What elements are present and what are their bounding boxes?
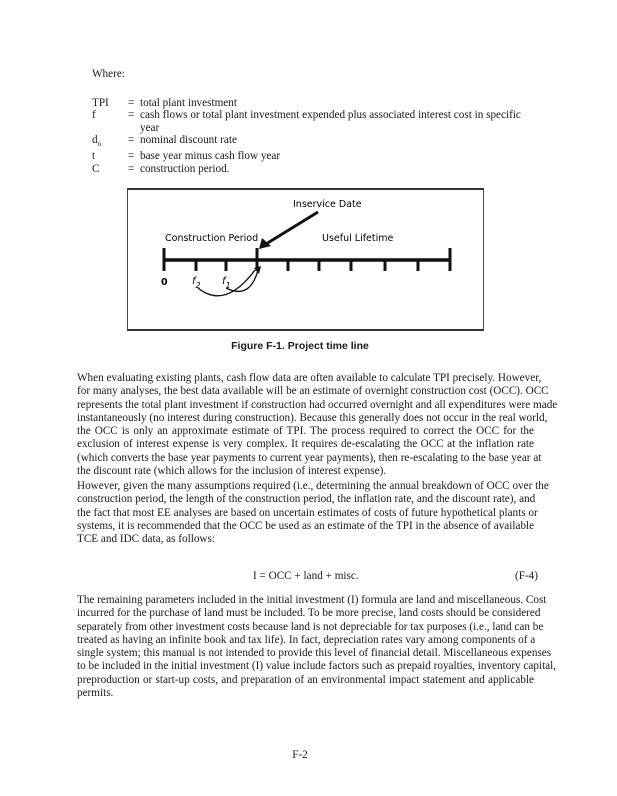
inservice-arrow xyxy=(259,212,318,249)
text-line: When evaluating existing plants, cash flow data are often available to calculate TPI precisely. However, xyxy=(77,372,542,384)
text-line: instantaneously (no interest during construction). Because this generally does not occur in the real world, xyxy=(77,411,548,424)
definition-symbol: f xyxy=(92,109,96,122)
definition-text: nominal discount rate xyxy=(140,133,237,146)
text-line: preproduction or start-up costs, and preparation of an environmental impact statement and applicable xyxy=(77,673,534,686)
text-line: separately from other investment costs because land is not depreciable for tax purposes (i.e., land can be xyxy=(77,620,544,633)
equals-sign: = xyxy=(128,133,135,146)
definition-text: base year minus cash flow year xyxy=(140,150,281,163)
useful-lifetime-label: Useful Lifetime xyxy=(322,233,394,244)
page-number: F-2 xyxy=(292,749,308,761)
text-line: permits. xyxy=(77,687,114,700)
text-line: The remaining parameters included in the initial investment (I) formula are land and miscellaneous. Cost xyxy=(77,594,547,606)
paragraph-2 xyxy=(77,480,549,546)
text-line: to be included in the initial investment (I) value include factors such as prepaid royalties, inventory capital, xyxy=(77,660,557,673)
definition-symbol: $d_n$ xyxy=(92,133,102,149)
inservice-date-label: Inservice Date xyxy=(293,199,362,210)
text-line: (which converts the base year payments to current year payments), then re-escalating to the base year at xyxy=(77,451,542,464)
definition-text: total plant investment xyxy=(140,97,237,109)
zero-label: 0 xyxy=(161,277,168,288)
definition-text: year xyxy=(140,121,160,134)
equals-sign: = xyxy=(128,97,135,109)
where-label: Where: xyxy=(92,68,125,80)
figure-caption: Figure F-1. Project time line xyxy=(231,340,369,352)
text-line: the OCC is only an approximate estimate of TPI. The process required to correct the OCC for the xyxy=(77,425,534,438)
equals-sign: = xyxy=(128,162,135,175)
definition-symbol: C xyxy=(92,162,100,175)
paragraph-3 xyxy=(77,594,557,700)
equals-sign: = xyxy=(128,150,135,163)
definition-text: cash flows or total plant investment expended plus associated interest cost in specific xyxy=(140,109,521,122)
equation-number: (F-4) xyxy=(515,570,538,582)
text-line: single system; this manual is not intended to provide this level of financial detail. Miscellaneous expenses xyxy=(77,647,552,660)
definition-text: construction period. xyxy=(140,162,230,175)
definition-symbol: t xyxy=(92,150,96,163)
text-line: incurred for the purchase of land must be included. To be more precise, land costs should be considered xyxy=(77,607,541,620)
text-line: exclusion of interest expense is very complex. It requires de-escalating the OCC at the inflation rate xyxy=(77,438,534,451)
f2-label: $f_2$ xyxy=(192,276,201,290)
equals-sign: = xyxy=(128,109,135,122)
text-line: However, given the many assumptions required (i.e., determining the annual breakdown of OCC over the xyxy=(77,480,549,492)
text-line: the fact that most EE analyses are based on uncertain estimates of costs of future hypothetical plants or xyxy=(77,506,538,519)
text-line: for many analyses, the best data available will be an estimate of overnight construction cost (OCC). OCC xyxy=(77,385,549,398)
construction-period-label: Construction Period xyxy=(165,233,259,244)
text-line: the discount rate (which allows for the inclusion of interest expense). xyxy=(77,465,387,478)
text-line: treated as having an infinite book and tax life). In fact, depreciation rates vary among components of a xyxy=(77,633,536,646)
text-line: TCE and IDC data, as follows: xyxy=(77,533,215,546)
equation-text: I = OCC + land + misc. xyxy=(253,570,359,582)
f1-label: $f_1$ xyxy=(222,276,231,290)
text-line: systems, it is recommended that the OCC be used as an estimate of the TPI in the absence of available xyxy=(77,519,535,532)
text-line: construction period, the length of the construction period, the inflation rate, and the discount rate), and xyxy=(77,493,536,506)
text-line: represents the total plant investment if construction had occurred overnight and all expenditures were made xyxy=(77,398,558,411)
paragraph-1 xyxy=(77,372,558,478)
definition-symbol: TPI xyxy=(92,97,109,109)
